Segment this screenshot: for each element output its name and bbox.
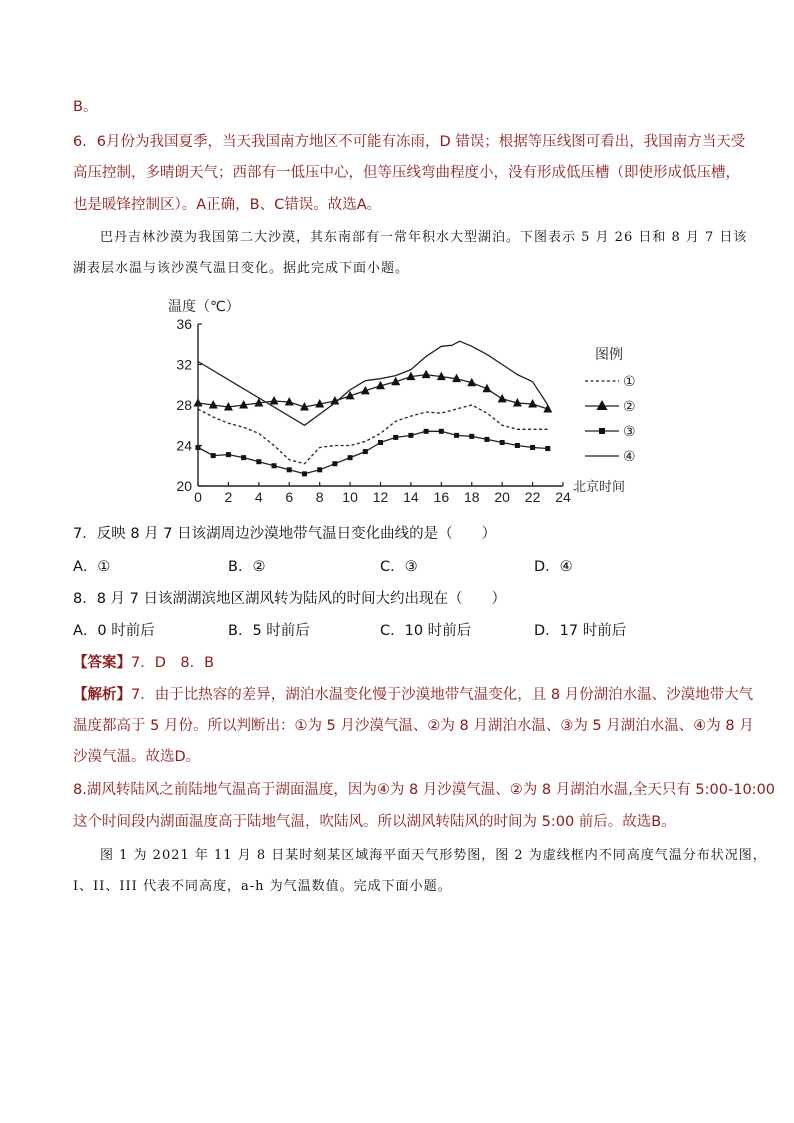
q6-explanation-line: 6．6月份为我国夏季，当天我国南方地区不可能有冻雨，D 错误；根据等压线图可看出，我国南方当天受 xyxy=(73,134,746,150)
series-3-point xyxy=(500,440,505,445)
answer-line xyxy=(73,653,214,673)
q7-option-d[interactable]: D．④ xyxy=(534,559,573,575)
series-3-point xyxy=(454,433,459,438)
series-2-point xyxy=(270,396,279,405)
question-7-stem: 7．反映 8 月 7 日该湖周边沙漠地带气温日变化曲线的是（ ） xyxy=(73,526,497,542)
series-3-point xyxy=(469,434,474,439)
x-tick-label: 14 xyxy=(403,489,419,505)
intro-text-line: I、II、III 代表不同高度，a-h 为气温数值。完成下面小题。 xyxy=(73,879,452,894)
x-tick-label: 18 xyxy=(463,489,480,505)
x-tick-label: 4 xyxy=(254,489,263,505)
legend-marker-square xyxy=(599,428,605,434)
prev-answer-text: B。 xyxy=(73,99,98,115)
series-3-point xyxy=(348,455,353,460)
analysis-text-line: 这个时间段内湖面温度高于陆地气温，吹陆风。所以湖风转陆风的时间为 5:00 前后。故选B。 xyxy=(73,814,676,830)
q8-option-a[interactable]: A．0 时前后 xyxy=(73,623,155,639)
series-3-point xyxy=(393,435,398,440)
series-3-point xyxy=(424,429,429,434)
x-tick-label: 6 xyxy=(285,489,294,505)
answer-text: 7．D 8．B xyxy=(131,655,215,671)
series-2-point xyxy=(498,394,507,403)
series-3-point xyxy=(378,440,383,445)
legend-label-4: ④ xyxy=(623,448,636,464)
x-tick-label: 2 xyxy=(224,489,233,505)
x-tick-label: 0 xyxy=(194,489,202,505)
analysis-text-line: 8.湖风转陆风之前陆地气温高于湖面温度，因为④为 8 月沙漠气温、②为 8 月湖泊水温,全天只有 5:00-10:00 xyxy=(73,782,776,798)
legend-label-2: ② xyxy=(623,398,636,414)
series-3-point xyxy=(545,446,550,451)
series-3-point xyxy=(439,429,444,434)
y-tick-label: 28 xyxy=(176,397,192,413)
x-tick-label: 8 xyxy=(315,489,324,505)
q6-explanation-line: 也是暖锋控制区）。A正确，B、C错误。故选A。 xyxy=(73,197,382,213)
series-3-point xyxy=(363,449,368,454)
q8-option-b[interactable]: B．5 时前后 xyxy=(228,623,310,639)
analysis-label: 【解析】 xyxy=(73,687,131,703)
question-8-stem: 8．8 月 7 日该湖湖滨地区湖风转为陆风的时间大约出现在（ ） xyxy=(73,591,507,607)
x-axis-label: 北京时间 xyxy=(573,479,626,494)
legend-label-1: ① xyxy=(623,373,636,389)
analysis-text-line: 沙漠气温。故选D。 xyxy=(73,749,201,765)
series-3-point xyxy=(515,443,520,448)
series-3-point xyxy=(241,455,246,460)
x-tick-label: 16 xyxy=(433,489,450,505)
y-tick-label: 24 xyxy=(176,437,192,454)
series-3-point xyxy=(530,445,535,450)
q8-option-d[interactable]: D．17 时前后 xyxy=(534,623,627,639)
series-3-point xyxy=(256,459,261,464)
legend-label-3: ③ xyxy=(623,423,636,439)
temperature-chart xyxy=(160,293,640,505)
y-tick-label: 20 xyxy=(176,478,192,494)
series-3-point xyxy=(226,452,231,457)
analysis-text: 7．由于比热容的差异，湖泊水温变化慢于沙漠地带气温变化，且 8 月份湖泊水温、沙漠地带大气 xyxy=(131,687,754,703)
y-tick-label: 36 xyxy=(176,316,192,332)
q7-option-c[interactable]: C．③ xyxy=(380,559,418,575)
analysis-text-line: 温度都高于 5 月份。所以判断出：①为 5 月沙漠气温、②为 8 月湖泊水温、③为 5 月湖泊水温、④为 8 月 xyxy=(73,718,754,734)
intro-text-line: 湖表层水温与该沙漠气温日变化。据此完成下面小题。 xyxy=(73,261,410,276)
x-tick-label: 22 xyxy=(524,489,541,505)
legend-title: 图例 xyxy=(595,346,623,362)
intro-text-line: 巴丹吉林沙漠为我国第二大沙漠，其东南部有一常年积水大型湖泊。下图表示 5 月 26 日和 8 月 7 日该 xyxy=(100,230,748,245)
series-line-4 xyxy=(198,341,548,425)
q7-option-b[interactable]: B．② xyxy=(228,559,266,575)
series-3-point xyxy=(272,463,277,468)
legend-marker-triangle xyxy=(597,400,608,410)
series-3-point xyxy=(211,453,216,458)
series-line-1 xyxy=(198,405,548,464)
x-tick-label: 10 xyxy=(342,489,358,505)
series-3-point xyxy=(408,433,413,438)
series-3-point xyxy=(317,467,322,472)
series-3-point xyxy=(287,467,292,472)
y-axis-label: 温度（℃） xyxy=(168,298,240,314)
q8-option-c[interactable]: C．10 时前后 xyxy=(380,623,472,639)
series-3-point xyxy=(332,461,337,466)
q6-explanation-line: 高压控制，多晴朗天气；西部有一低压中心，但等压线弯曲程度小，没有形成低压槽（即使形成低压槽， xyxy=(73,165,740,181)
q7-option-a[interactable]: A．① xyxy=(73,559,111,575)
series-3-point xyxy=(484,437,489,442)
x-tick-label: 24 xyxy=(555,489,571,505)
x-tick-label: 12 xyxy=(372,489,389,505)
series-3-point xyxy=(302,471,307,476)
analysis-line xyxy=(73,685,753,705)
intro-text-line: 图 1 为 2021 年 11 月 8 日某时刻某区域海平面天气形势图，图 2 为虚线框内不同高度气温分布状况图， xyxy=(100,848,767,863)
y-tick-label: 32 xyxy=(176,356,192,373)
x-tick-label: 20 xyxy=(494,489,510,505)
series-2-point xyxy=(422,370,431,379)
answer-label: 【答案】 xyxy=(73,655,131,671)
